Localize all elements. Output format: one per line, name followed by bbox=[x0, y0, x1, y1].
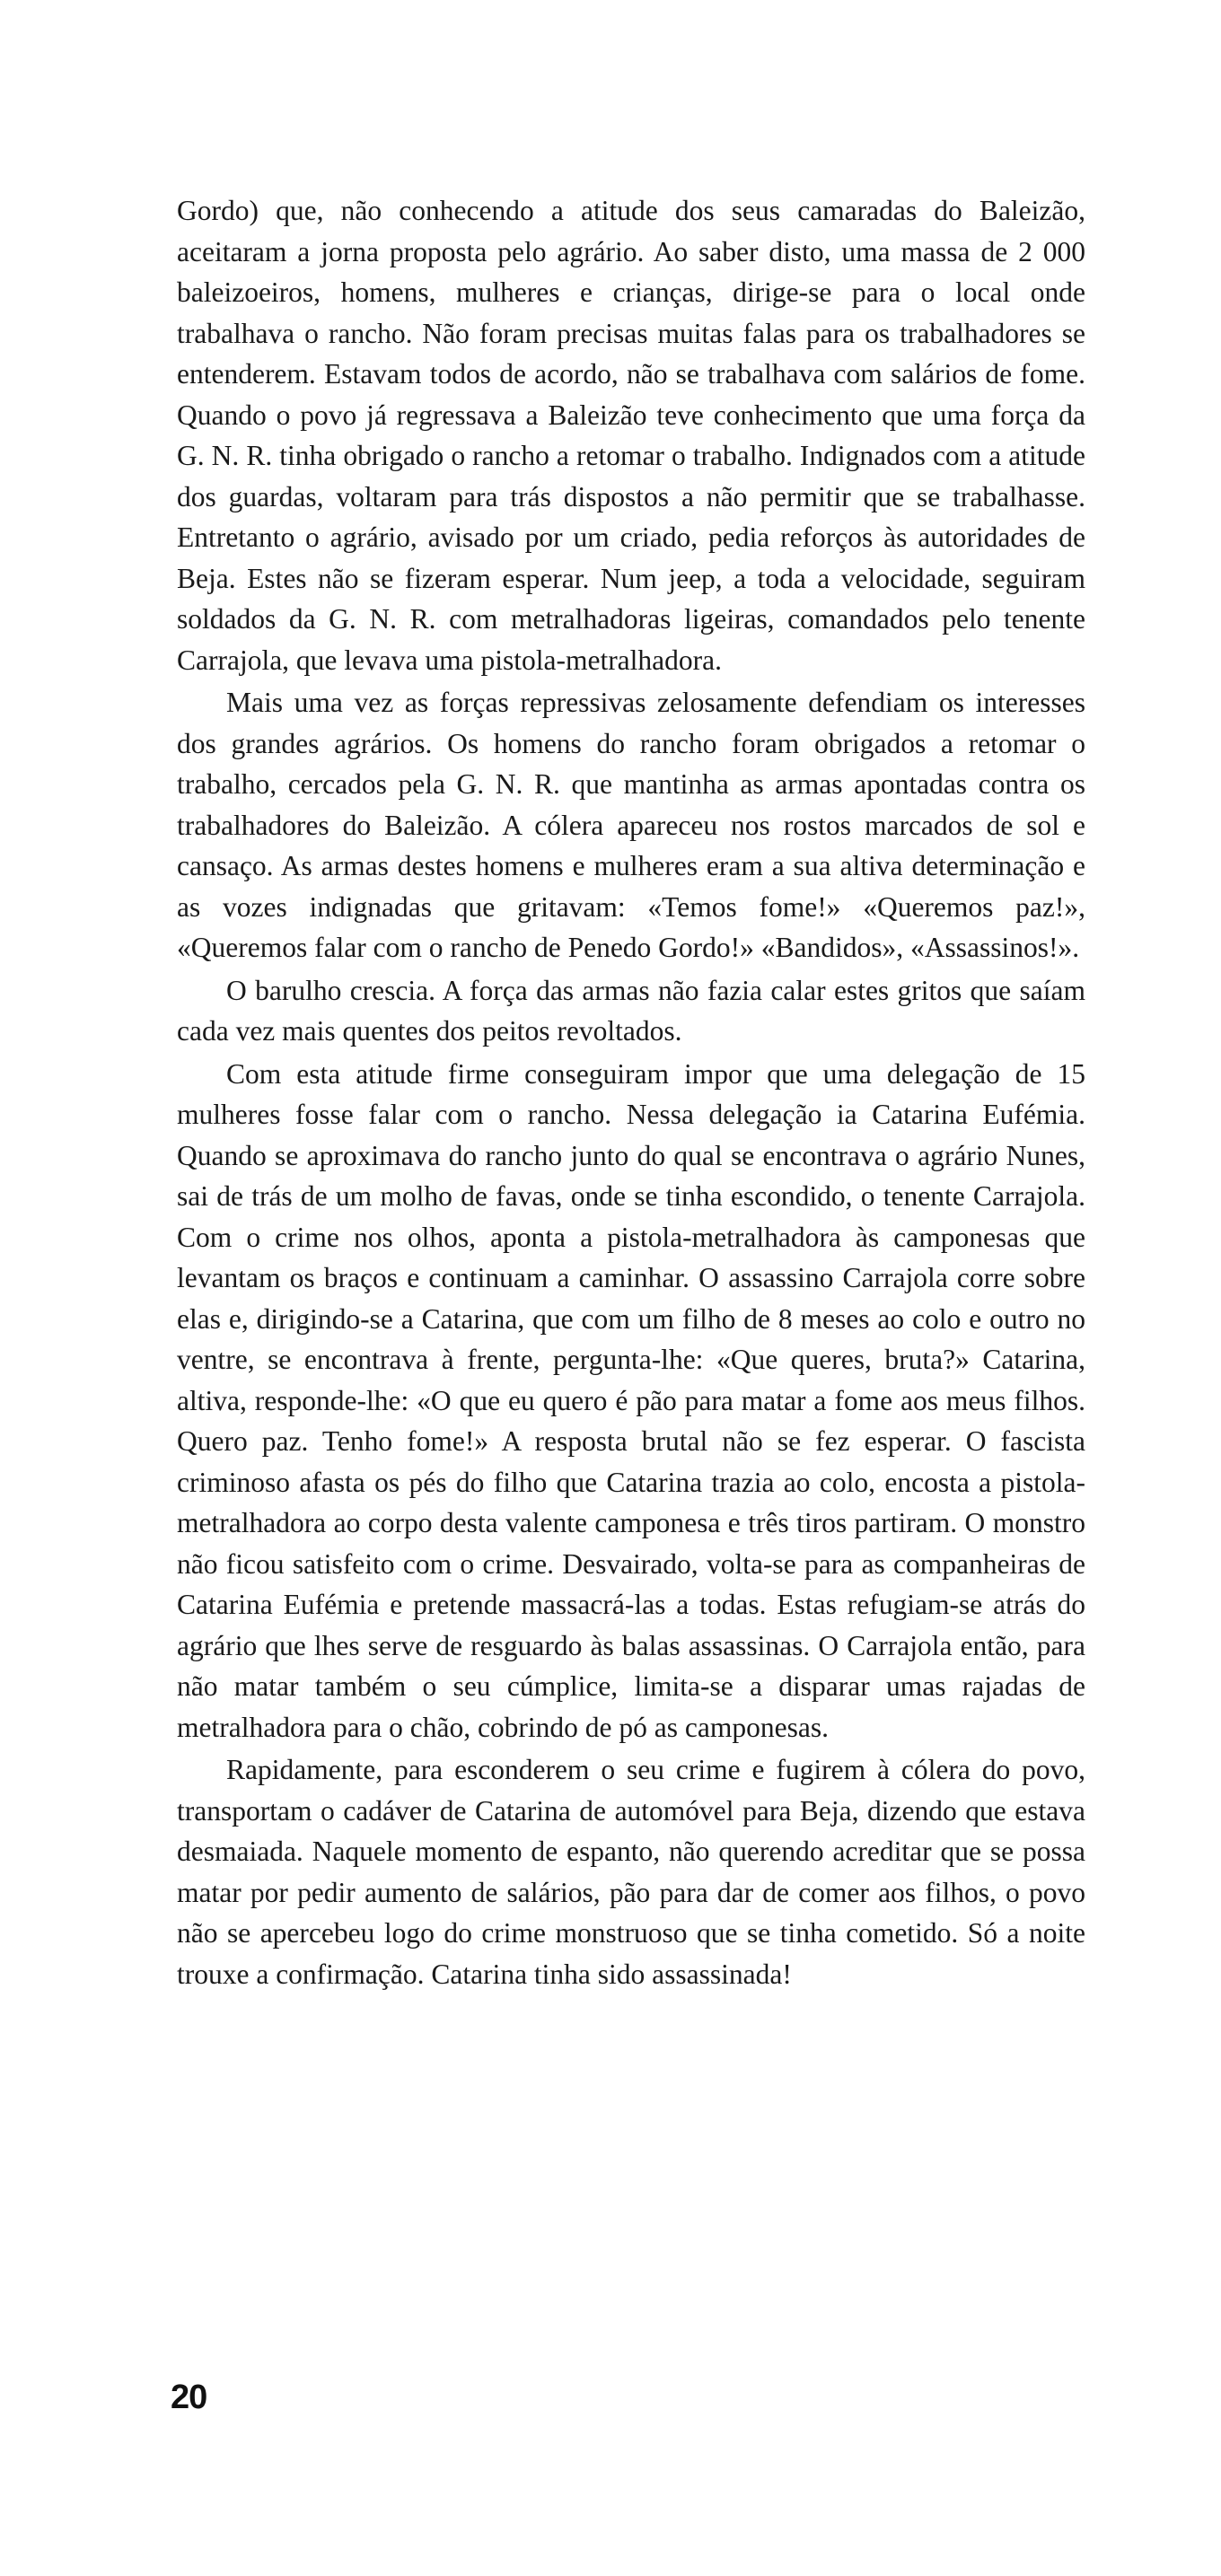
paragraph-continuation: Gordo) que, não conhecendo a atitude dos seus camaradas do Baleizão, aceitaram a jorna proposta pelo agrário. Ao saber disto, uma massa de 2 000 baleizoeiros, homens, mulheres e crianças, dirige-se para o local onde trabalhava o rancho. Não foram precisas muitas falas para os trabalhadores se entenderem. Estavam todos de acordo, não se trabalhava com salários de fome. Quando o povo já regressava a Baleizão teve conhecimento que uma força da G. N. R. tinha obrigado o rancho a retomar o trabalho. Indignados com a atitude dos guardas, voltaram para trás dispostos a não permitir que se trabalhasse. Entretanto o agrário, avisado por um criado, pedia reforços às autoridades de Beja. Estes não se fizeram esperar. Num jeep, a toda a velocidade, seguiram soldados da G. N. R. com metralhadoras ligeiras, comandados pelo tenente Carrajola, que levava uma pistola-metralhadora. bbox=[177, 195, 1085, 676]
paragraph: Mais uma vez as forças repressivas zelosamente defendiam os interesses dos grandes agrários. Os homens do rancho foram obrigados a retomar o trabalho, cercados pela G. N. R. que mantinha as armas apontadas contra os trabalhadores do Baleizão. A cólera apareceu nos rostos marcados de sol e cansaço. As armas destes homens e mulheres eram a sua altiva determinação e as vozes indignadas que gritavam: «Temos fome!» «Queremos paz!», «Queremos falar com o rancho de Penedo Gordo!» «Bandidos», «Assassinos!». bbox=[177, 687, 1085, 963]
page-number: 20 bbox=[171, 2379, 207, 2416]
page-body bbox=[177, 190, 1085, 1994]
paragraph: O barulho crescia. A força das armas não fazia calar estes gritos que saíam cada vez mais quentes dos peitos revoltados. bbox=[177, 974, 1085, 1047]
paragraph: Rapidamente, para esconderem o seu crime e fugirem à cólera do povo, transportam o cadáver de Catarina de automóvel para Beja, dizendo que estava desmaiada. Naquele momento de espanto, não querendo acreditar que se possa matar por pedir aumento de salários, pão para dar de comer aos filhos, o povo não se apercebeu logo do crime monstruoso que se tinha cometido. Só a noite trouxe a confirmação. Catarina tinha sido assassinada! bbox=[177, 1754, 1085, 1990]
paragraph: Com esta atitude firme conseguiram impor que uma delegação de 15 mulheres fosse falar com o rancho. Nessa delegação ia Catarina Eufémia. Quando se aproximava do rancho junto do qual se encontrava o agrário Nunes, sai de trás de um molho de favas, onde se tinha escondido, o tenente Carrajola. Com o crime nos olhos, aponta a pistola-metralhadora às camponesas que levantam os braços e continuam a caminhar. O assassino Carrajola corre sobre elas e, dirigindo-se a Catarina, que com um filho de 8 meses ao colo e outro no ventre, se encontrava à frente, pergunta-lhe: «Que queres, bruta?» Catarina, altiva, responde-lhe: «O que eu quero é pão para matar a fome aos meus filhos. Quero paz. Tenho fome!» A resposta brutal não se fez esperar. O fascista criminoso afasta os pés do filho que Catarina trazia ao colo, encosta a pistola-metralhadora ao corpo desta valente camponesa e três tiros partiram. O monstro não ficou satisfeito com o crime. Desvairado, volta-se para as companheiras de Catarina Eufémia e pretende massacrá-las a todas. Estas refugiam-se atrás do agrário que lhes serve de resguardo às balas assassinas. O Carrajola então, para não matar também o seu cúmplice, limita-se a disparar umas rajadas de metralhadora para o chão, cobrindo de pó as camponesas. bbox=[177, 1057, 1085, 1743]
